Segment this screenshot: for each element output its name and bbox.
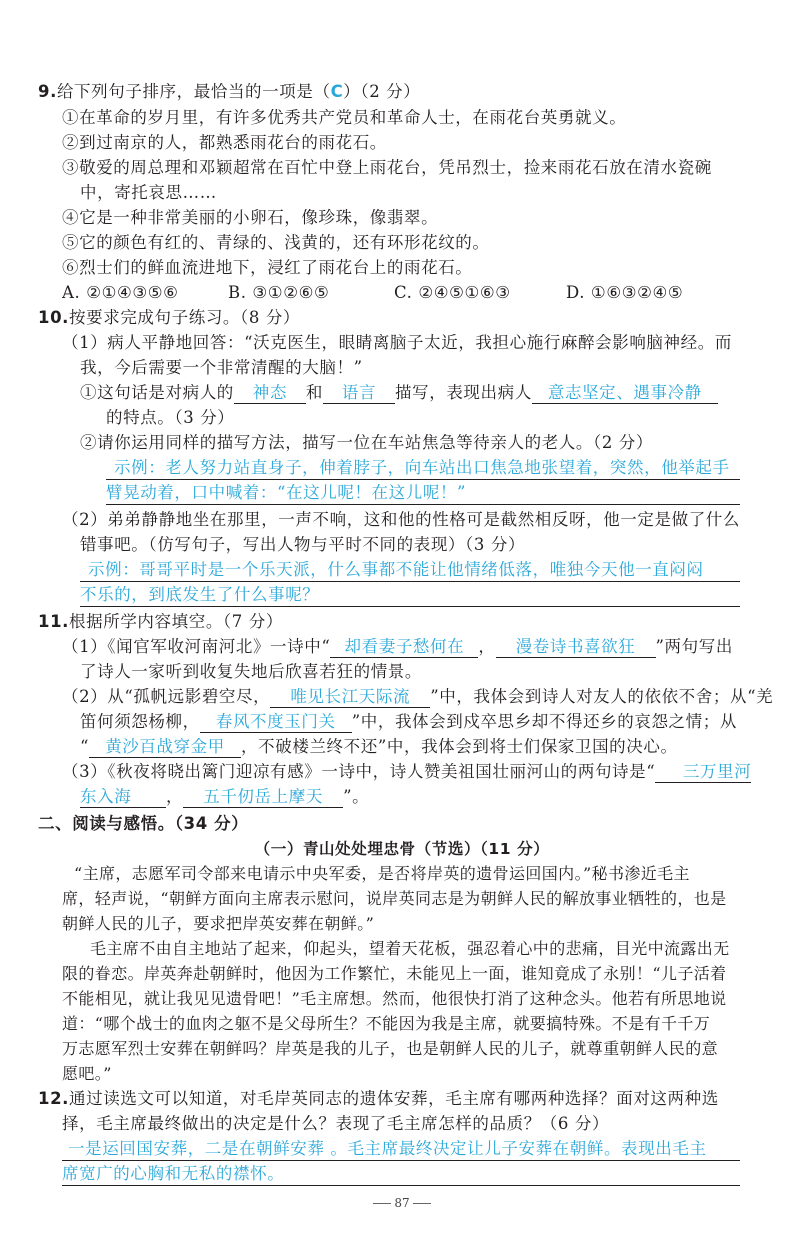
q9-option-b: B. ③①②⑥⑤ [228,283,330,302]
q10-s1-text-c: 描写，表现出病人 [395,383,532,402]
q11-l7-sep: ， [166,787,184,806]
q11-l1-blank2[interactable]: 漫卷诗书喜欲狂 [496,637,656,658]
q10-p2-answer-line2[interactable]: 不乐的，到底发生了什么事呢？ [80,585,320,604]
q11-l7-blank2[interactable]: 五千仞岳上摩天 [183,787,343,808]
q11-l3-text-a: （2）从“孤帆远影碧空尽， [62,687,271,706]
passage-line: 不能相见，就让我见见遗骨吧！”毛主席想。然而，他很快打消了这种念头。他若有所思地说 [62,989,727,1008]
q11-l4-text-c: ”中，我体会到戍卒思乡却不得还乡的哀怨之情；从 [351,712,737,731]
q10-p2-answer-line1[interactable]: 示例：哥哥平时是一个乐天派，什么事都不能让他情绪低落，唯独今天他一直闷闷 [88,560,704,579]
q10-number: 10. [38,308,70,327]
q9-answer: C [330,82,344,101]
page-footer [0,1196,804,1210]
q12-answer-rule2 [62,1185,740,1186]
q11-title: 根据所学内容填空。（7 分） [69,612,283,631]
q11-l1-sep: ， [478,637,496,656]
q10-s1-blank3[interactable]: 意志坚定、遇事冷静 [532,383,718,404]
q10-stem-line [38,306,300,330]
footer-rule-right [413,1203,431,1204]
q10-s2-answer-rule1 [106,479,740,480]
passage-line: 万志愿军烈士安葬在朝鲜吗？岸英是我的儿子，也是朝鲜人民的儿子，就尊重朝鲜人民的意 [62,1039,719,1058]
q9-option-c: C. ②④⑤①⑥③ [394,283,511,302]
q10-p1-line2: 我，今后需要一个非常清醒的大脑！” [80,358,363,377]
q10-p2-line1: （2）弟弟静静地坐在那里，一声不响，这和他的性格可是截然相反呀，他一定是做了什么 [62,510,740,529]
q10-s1-text-b: 和 [305,383,324,402]
section2-title: 二、阅读与感悟。（34 分） [38,814,249,833]
passage-line: 限的眷恋。岸英奔赴朝鲜时，他因为工作繁忙，未能见上一面，谁知竟成了永别！“儿子活着 [62,964,727,983]
q11-l7-text-c: ”。 [343,787,370,806]
q12-answer-rule1 [62,1160,740,1161]
q11-l4 [80,710,737,734]
q10-s1-text-a: ①这句话是对病人的 [80,383,234,402]
q11-l5-blank[interactable]: 黄沙百战穿金甲 [89,737,241,758]
q9-stem-line [38,80,420,104]
q9-item: ⑤它的颜色有红的、青绿的、浅黄的，还有环形花纹的。 [62,233,490,252]
passage-line: “主席，志愿军司令部来电请示中央军委，是否将岸英的遗骨运回国内。”秘书渗近毛主 [74,864,690,883]
q11-l4-text-a: 笛何须怨杨柳， [80,712,200,731]
q11-l3 [62,685,773,709]
q9-item: ①在革命的岁月里，有许多优秀共产党员和革命人士，在雨花台英勇就义。 [62,108,627,127]
passage-line: 席，轻声说，“朝鲜方面向主席表示慰问，说岸英同志是为朝鲜人民的解放事业牺牲的，也是 [62,889,727,908]
q12-number: 12. [38,1089,70,1108]
q9-item: 中，寄托哀思…… [80,183,217,202]
q11-l6-blank[interactable]: 三万里河 [655,762,751,783]
q12-stem-line [38,1087,719,1111]
passage-line: 愿吧。” [62,1064,112,1083]
q10-p2-answer-rule2 [80,606,740,607]
q10-s2-answer-rule2 [106,504,740,505]
q10-s1-line [80,381,718,405]
q10-s2-answer-line2[interactable]: 臂晃动着，口中喊着：“在这儿呢！在这儿呢！” [106,483,467,502]
q11-l3-text-c: ”中，我体会到诗人对友人的依依不舍；从“羌 [430,687,774,706]
q10-s2-answer-line1[interactable]: 示例：老人努力站直身子，伸着脖子，向车站出口焦急地张望着，突然，他举起手 [114,458,730,477]
q11-l7-blank1[interactable]: 东入海 [80,787,166,808]
q9-option-a: A. ②①④③⑤⑥ [62,283,179,302]
q11-l3-blank[interactable]: 唯见长江天际流 [270,687,430,708]
footer-rule-left [373,1203,391,1204]
q9-item: ⑥烈士们的鲜血流进地下，浸红了雨花台上的雨花石。 [62,258,473,277]
q11-number: 11. [38,612,70,631]
q9-item: ②到过南京的人，都熟悉雨花台的雨花石。 [62,133,387,152]
q11-l1-text-a: （1）《闻官军收河南河北》一诗中“ [62,637,331,656]
q10-title: 按要求完成句子练习。（8 分） [69,308,301,327]
q9-text-b: ）（2 分） [343,82,421,101]
q11-l2: 了诗人一家听到收复失地后欣喜若狂的情景。 [80,662,422,681]
q11-l1 [62,635,733,659]
q9-number: 9. [38,82,57,101]
q11-l5-text-c: ，不破楼兰终不还”中，我体会到将士们保家卫国的决心。 [241,737,678,756]
q9-item: ③敬爱的周总理和邓颖超常在百忙中登上雨花台，凭吊烈士，捡来雨花石放在清水瓷碗 [62,158,712,177]
q12-line2: 择，毛主席最终做出的决定是什么？表现了毛主席怎样的品质？（6 分） [62,1114,610,1133]
passage-line: 毛主席不由自主地站了起来，仰起头，望着天花板，强忍着心中的悲痛，目光中流露出无 [90,939,730,958]
q12-answer-line2[interactable]: 席宽广的心胸和无私的襟怀。 [62,1164,285,1183]
q11-l5 [80,735,678,759]
q10-s1-blank1[interactable]: 神态 [234,383,306,404]
q11-l7 [80,785,369,809]
q10-s1-tail: 的特点。（3 分） [106,408,235,427]
q10-p1-line1: （1）病人平静地回答：“沃克医生，眼睛离脑子太近，我担心施行麻醉会影响脑神经。而 [62,333,732,352]
passage-line: 朝鲜人民的儿子，要求把岸英安葬在朝鲜。” [62,914,375,933]
q11-l1-text-c: ”两句写出 [655,637,733,656]
q11-l4-blank[interactable]: 春风不度玉门关 [200,712,352,733]
q12-line1: 通过读选文可以知道，对毛岸英同志的遗体安葬，毛主席有哪两种选择？面对这两种选 [69,1089,719,1108]
q11-stem-line [38,610,283,634]
page-number: 87 [394,1196,410,1210]
q10-s2-question: ②请你运用同样的描写方法，描写一位在车站焦急等待亲人的老人。（2 分） [80,433,653,452]
q12-answer-line1[interactable]: 一是运回国安葬，二是在朝鲜安葬 。毛主席最终决定让儿子安葬在朝鲜。表现出毛主 [68,1139,707,1158]
q10-p2-line2: 错事吧。（仿写句子，写出人物与平时不同的表现）（3 分） [80,535,526,554]
q9-text-a: 给下列句子排序，最恰当的一项是（ [56,82,331,101]
passage-title: （一）青山处处埋忠骨（节选）（11 分） [254,840,550,858]
q11-l5-text-a: “ [80,737,90,756]
q11-l6-text-a: （3）《秋夜将晓出篱门迎凉有感》一诗中，诗人赞美祖国壮丽河山的两句诗是“ [62,762,656,781]
q10-s1-blank2[interactable]: 语言 [323,383,395,404]
passage-line: 道：“哪个战士的血肉之躯不是父母所生？不能因为我是主席，就要搞特殊。不是有千千万 [62,1014,711,1033]
q10-p2-answer-rule1 [80,581,740,582]
q11-l1-blank1[interactable]: 却看妻子愁何在 [330,637,478,658]
q9-item: ④它是一种非常美丽的小卵石，像珍珠，像翡翠。 [62,208,439,227]
q11-l6 [62,760,751,784]
q9-option-d: D. ①⑥③②④⑤ [566,283,684,302]
